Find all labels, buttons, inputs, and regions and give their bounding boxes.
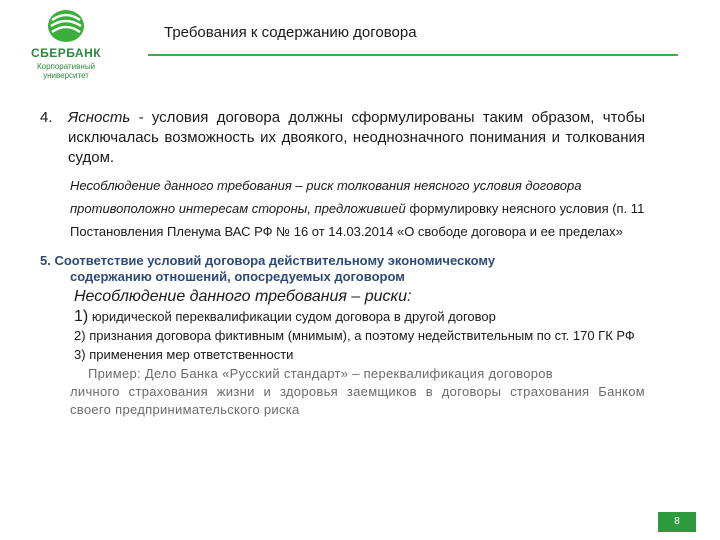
sberbank-logo-icon <box>46 8 86 44</box>
item-5-heading <box>40 253 645 285</box>
brand-subtitle: Корпоративный университет <box>36 62 96 80</box>
item-4-note <box>70 174 645 243</box>
risk-item-2 <box>74 326 645 345</box>
risks-heading: Несоблюдение данного требования – риски: <box>74 288 412 305</box>
page-number-badge: 8 <box>658 512 696 532</box>
slide-content <box>40 108 645 419</box>
page-title: Требования к содержанию договора <box>164 24 417 41</box>
item-5-heading-line1: 5. Соответствие условий договора действительному экономическому <box>40 253 496 268</box>
risk-item-1 <box>74 307 645 326</box>
item-4-text: условия договора должны сформулированы таким образом, чтобы исключалась возможность их двоякого, неоднозначного понимания и толкования судом. <box>68 109 645 166</box>
example-paragraph <box>70 365 645 419</box>
risk-2-text: признания договора фиктивным (мнимым), а поэтому недействительным по ст. 170 ГК РФ <box>89 328 635 343</box>
item-4-number: 4. <box>40 109 53 126</box>
risk-3-text: применения мер ответственности <box>89 347 294 362</box>
item-5-heading-line2: содержанию отношений, опосредуемых договором <box>70 269 405 284</box>
item-4 <box>40 108 645 168</box>
note-italic: Несоблюдение данного требования – риск толкования неясного условия договора противоположно интересам стороны, предложившей <box>70 178 582 216</box>
item-4-lead: Ясность - <box>68 109 144 126</box>
note-plain: формулировку неясного условия (п. 11 Постановления Пленума ВАС РФ № 16 от 14.03.2014 «О свободе договора и ее пределах» <box>70 201 645 239</box>
title-divider <box>148 54 678 56</box>
brand-name: СБЕРБАНК <box>30 46 102 60</box>
risk-item-3 <box>74 345 645 364</box>
risk-2-num: 2) <box>74 328 86 343</box>
risk-1-text: юридической переквалификации судом договора в другой договор <box>91 309 496 324</box>
example-rest: личного страхования жизни и здоровья заемщиков в договоры страхования Банком своего предпринимательского риска <box>70 384 645 417</box>
logo <box>18 8 114 80</box>
risk-3-num: 3) <box>74 347 86 362</box>
example-first-line: Пример: Дело Банка «Русский стандарт» – переквалификация договоров <box>88 366 554 381</box>
risk-1-num: 1) <box>74 308 89 325</box>
